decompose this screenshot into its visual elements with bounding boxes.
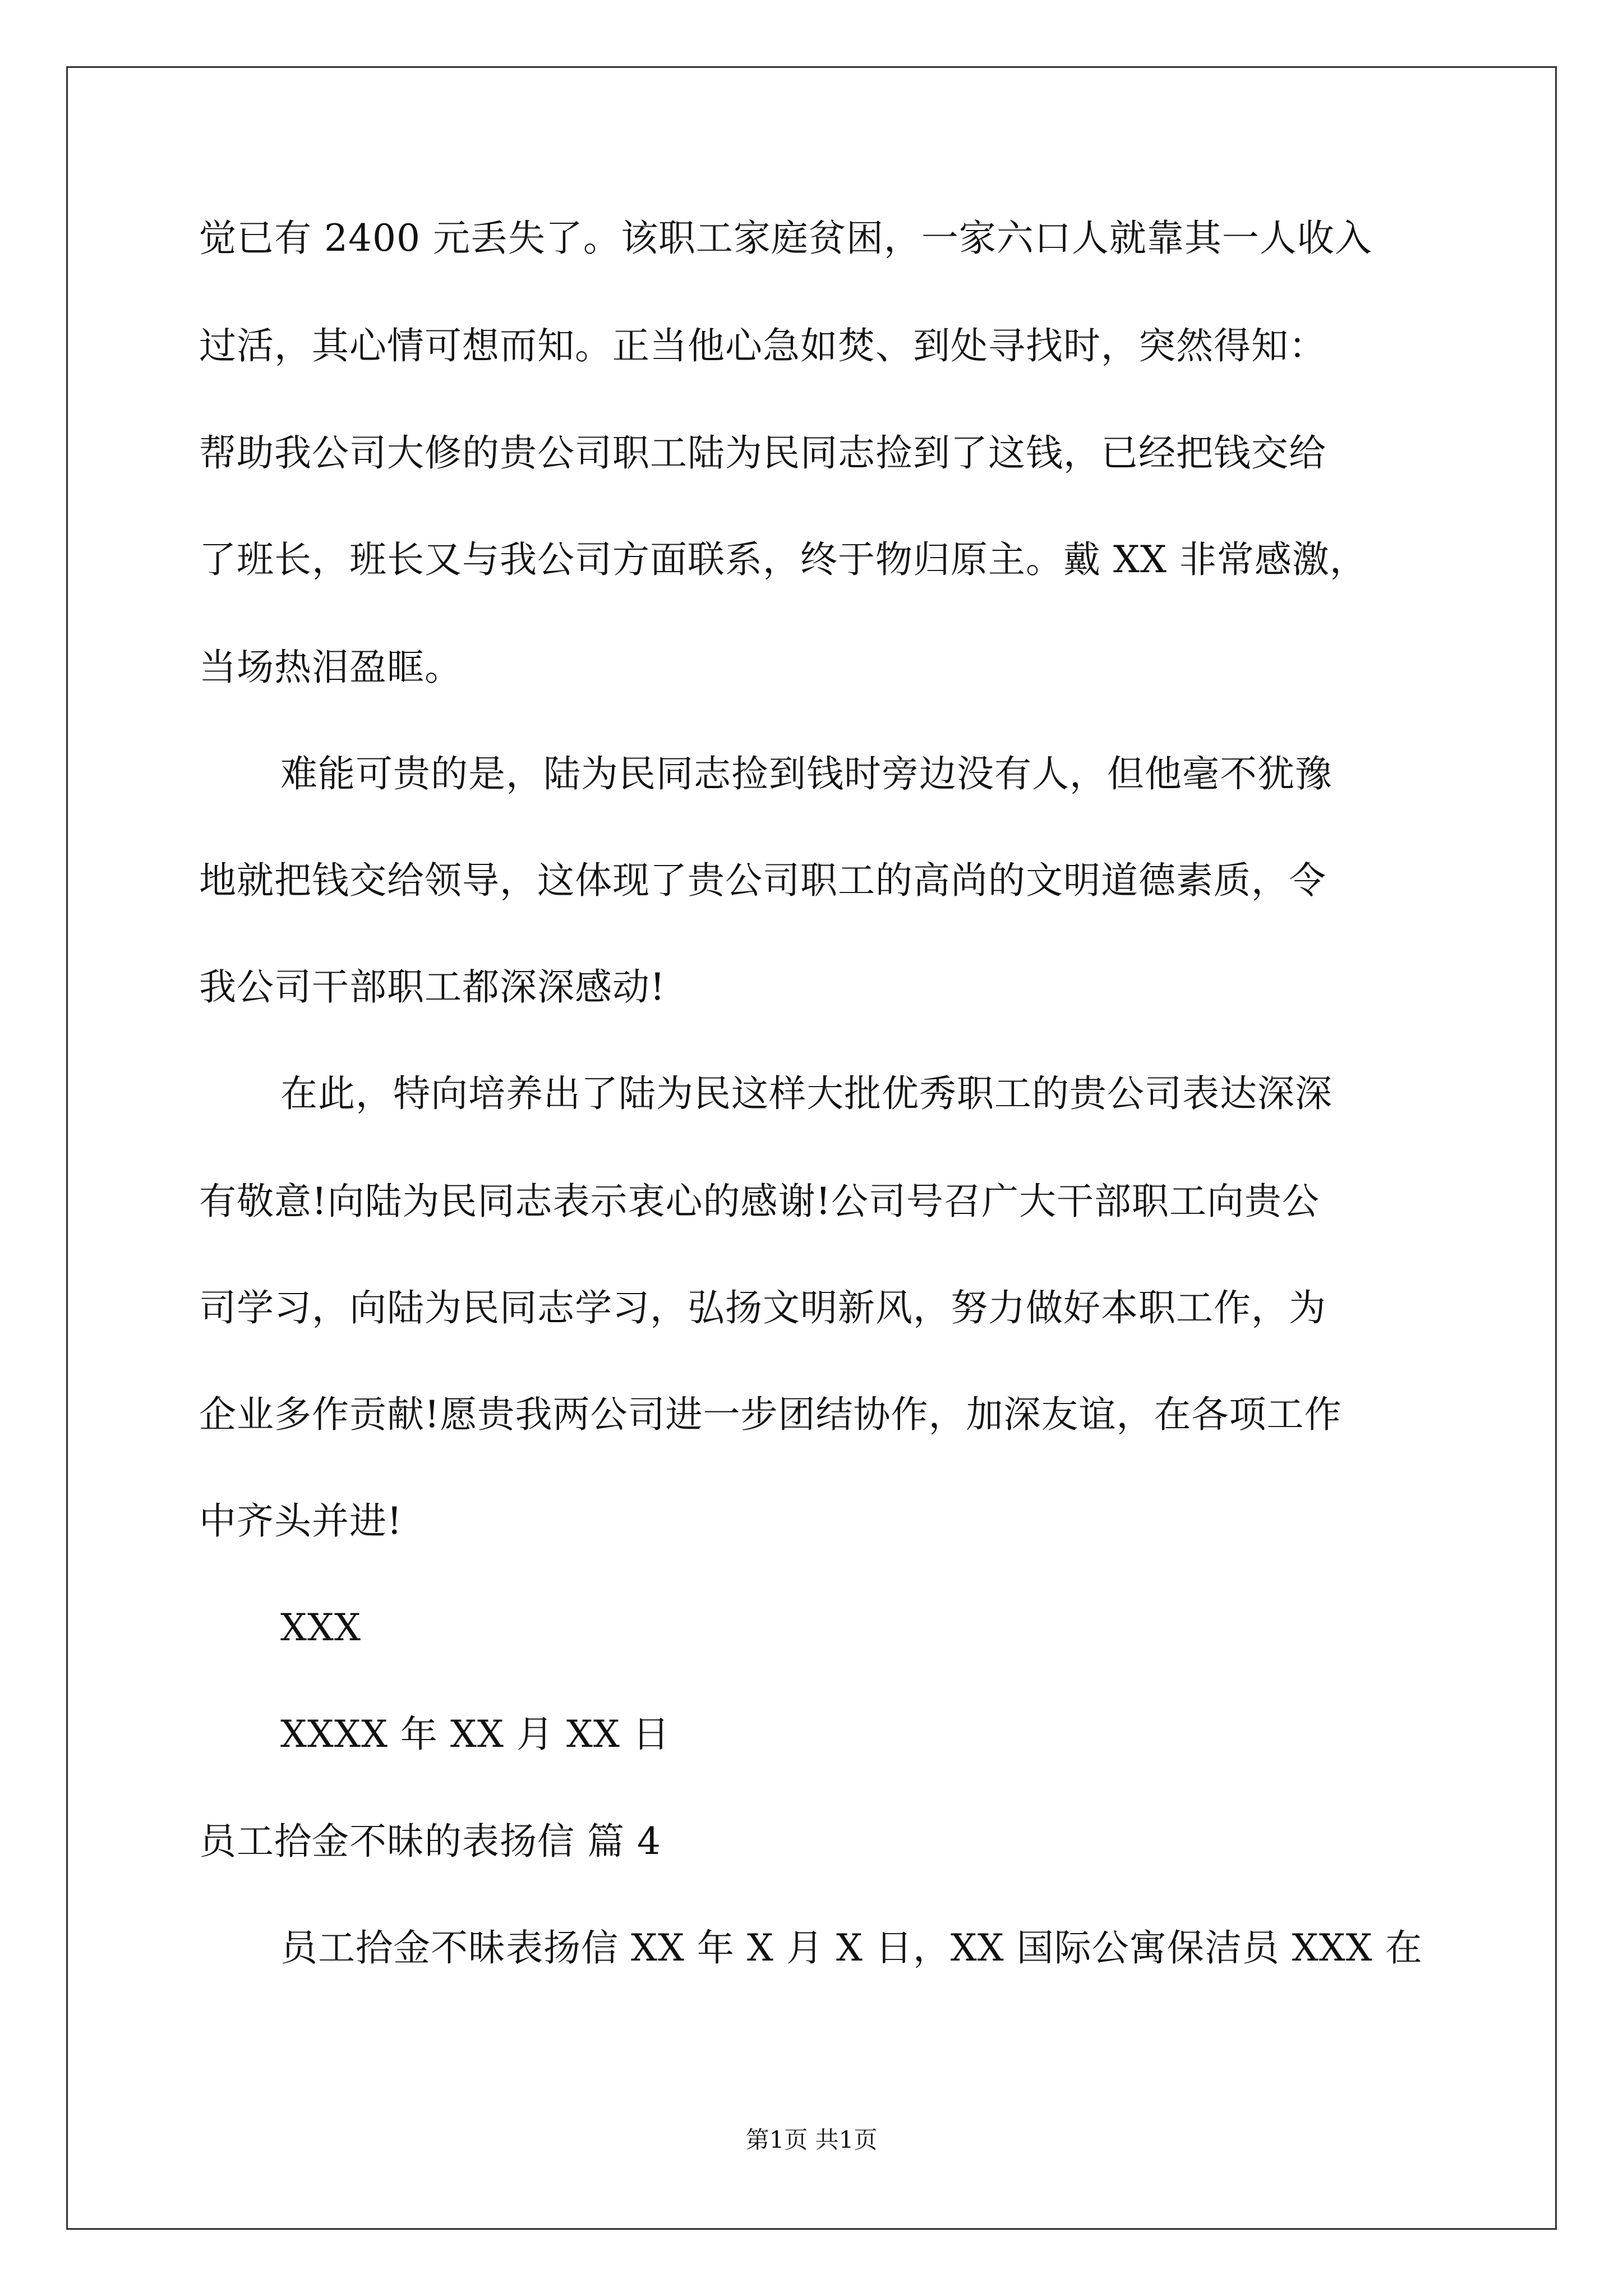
paragraph-line: 企业多作贡献!愿贵我两公司进一步团结协作，加深友谊，在各项工作 — [199, 1393, 1342, 1436]
paragraph-line: 帮助我公司大修的贵公司职工陆为民同志捡到了这钱，已经把钱交给 — [199, 431, 1326, 475]
paragraph-line: 当场热泪盈眶。 — [199, 646, 462, 689]
page-footer: 第1页 共1页 — [745, 2126, 878, 2154]
paragraph-line: 觉已有 2400 元丢失了。该职工家庭贫困，一家六口人就靠其一人收入 — [199, 217, 1372, 260]
paragraph-line: 我公司干部职工都深深感动! — [199, 965, 666, 1009]
paragraph-line: 中齐头并进! — [199, 1499, 403, 1543]
paragraph-line: 地就把钱交给领导，这体现了贵公司职工的高尚的文明道德素质，令 — [199, 859, 1326, 902]
paragraph-line: 难能可贵的是，陆为民同志捡到钱时旁边没有人，但他毫不犹豫 — [280, 752, 1332, 795]
paragraph-line: 了班长，班长又与我公司方面联系，终于物归原主。戴 XX 非常感激， — [199, 538, 1367, 581]
paragraph-line: 员工拾金不昧表扬信 XX 年 X 月 X 日，XX 国际公寓保洁员 XXX 在 — [280, 1926, 1423, 1970]
paragraph-line: 在此，特向培养出了陆为民这样大批优秀职工的贵公司表达深深 — [280, 1072, 1332, 1115]
date-line: XXXX 年 XX 月 XX 日 — [280, 1713, 670, 1756]
page-border — [66, 66, 1557, 2230]
signature: XXX — [280, 1606, 361, 1649]
section-heading: 员工拾金不昧的表扬信 篇 4 — [199, 1820, 661, 1863]
paragraph-line: 有敬意!向陆为民同志表示衷心的感谢!公司号召广大干部职工向贵公 — [199, 1180, 1320, 1223]
paragraph-line: 司学习，向陆为民同志学习，弘扬文明新风，努力做好本职工作，为 — [199, 1286, 1326, 1329]
paragraph-line: 过活，其心情可想而知。正当他心急如焚、到处寻找时，突然得知： — [199, 324, 1326, 367]
